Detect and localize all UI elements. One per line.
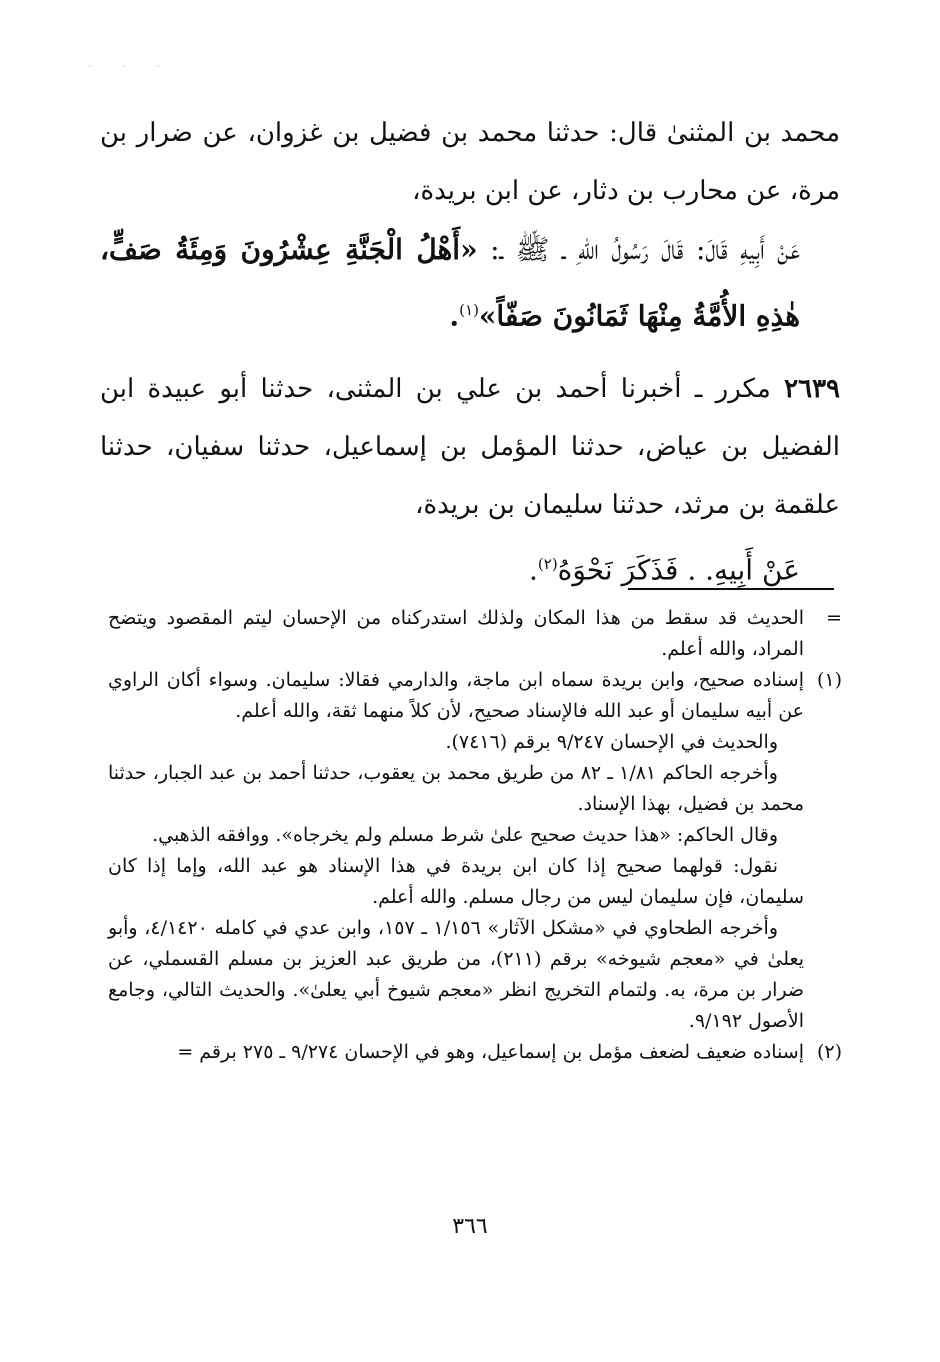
matn-2-end-dot: . (528, 553, 538, 587)
page-number: ٣٦٦ (452, 1214, 488, 1239)
footnote-1 (108, 665, 842, 727)
footnote-1-para-3: وأخرجه الحاكم ١/٨١ ـ ٨٢ من طريق محمد بن يعقوب، حدثنا أحمد بن عبد الجبار، حدثنا محمد بن فضيل، بهذا الإسناد. (108, 762, 804, 815)
continuation-marker: = (826, 607, 842, 629)
main-text-block (100, 104, 840, 601)
footnote-continuation (108, 603, 842, 665)
hadith-matn-1 (100, 220, 840, 346)
matn-end-dot: . (449, 299, 460, 333)
footnote-1-text: إسناده صحيح، وابن بريدة سماه ابن ماجة، والدارمي فقالا: سليمان. وسواء أكان الراوي عن أبيه سليمان أو عبد الله فالإسناد صحيح، لأن كلاً منهما ثقة، والله أعلم. (108, 669, 804, 722)
footnote-2 (108, 1037, 842, 1068)
isnad-paragraph-2: مكرر ـ أخبرنا أحمد بن علي بن المثنى، حدثنا أبو عبيدة ابن الفضيل بن عياض، حدثنا المؤمل بن إسماعيل، حدثنا سفيان، حدثنا علقمة بن مرثد، حدثنا سليمان بن بريدة، (100, 374, 840, 521)
hadith-entry-2639 (100, 360, 840, 534)
footnote-2-marker: (٢) (816, 1041, 842, 1063)
hadith-number: ٢٦٣٩ (784, 374, 840, 405)
footnote-2-text: إسناده ضعيف لضعف مؤمل بن إسماعيل، وهو في الإحسان ٩/٢٧٤ ـ ٢٧٥ برقم = (177, 1041, 804, 1063)
footnote-1-marker: (١) (816, 669, 842, 691)
scan-smudge: · · · (88, 62, 174, 73)
footnote-1-para-6: وأخرجه الطحاوي في «مشكل الآثار» ١/١٥٦ ـ ١٥٧، وابن عدي في كامله ٤/١٤٢٠، وأبو يعلىٰ في «معجم شيوخه» برقم (٢١١)، من طريق عبد العزيز بن مسلم القسملي، عن ضرار بن مرة، به. ولتمام التخريج انظر «معجم شيوخ أبي يعلىٰ». والحديث التالي، وجامع الأصول ٩/١٩٢. (108, 917, 805, 1032)
footnote-separator-line (628, 588, 834, 590)
matn-intro: عَنْ أَبِيهِ قَالَ: قَالَ رَسُولُ اللهِ ـ ﷺ ـ: (477, 233, 800, 266)
footnote-1-para-5: نقول: قولهما صحيح إذا كان ابن بريدة في هذا الإسناد هو عبد الله، وإما إذا كان سليمان، فإن سليمان ليس من رجال مسلم. والله أعلم. (108, 855, 804, 908)
matn-quote: «أَهْلُ الْجَنَّةِ عِشْرُونَ وَمِئَةُ صَفٍّ، هٰذِهِ الأُمَّةُ مِنْهَا ثَمَانُونَ صَفّاً» (100, 233, 800, 333)
matn-2-text: عَنْ أَبِيهِ. . فَذَكَرَ نَحْوَهُ (557, 553, 800, 587)
hadith-matn-2 (100, 534, 840, 600)
continuation-text: الحديث قد سقط من هذا المكان ولذلك استدركناه من الإحسان ليتم المقصود ويتضح المراد، والله أعلم. (108, 607, 804, 660)
footnote-1-para-2: والحديث في الإحسان ٩/٢٤٧ برقم (٧٤١٦). (445, 731, 778, 753)
isnad-paragraph-1: محمد بن المثنىٰ قال: حدثنا محمد بن فضيل بن غزوان، عن ضرار بن مرة، عن محارب بن دثار، عن ابن بريدة، (100, 118, 840, 206)
footnote-ref-2: (٢) (537, 555, 558, 574)
footnote-ref-1: (١) (459, 301, 479, 319)
footnote-1-para-4: وقال الحاكم: «هذا حديث صحيح علىٰ شرط مسلم ولم يخرجاه». ووافقه الذهبي. (152, 824, 778, 846)
footnotes-block (108, 603, 842, 1068)
